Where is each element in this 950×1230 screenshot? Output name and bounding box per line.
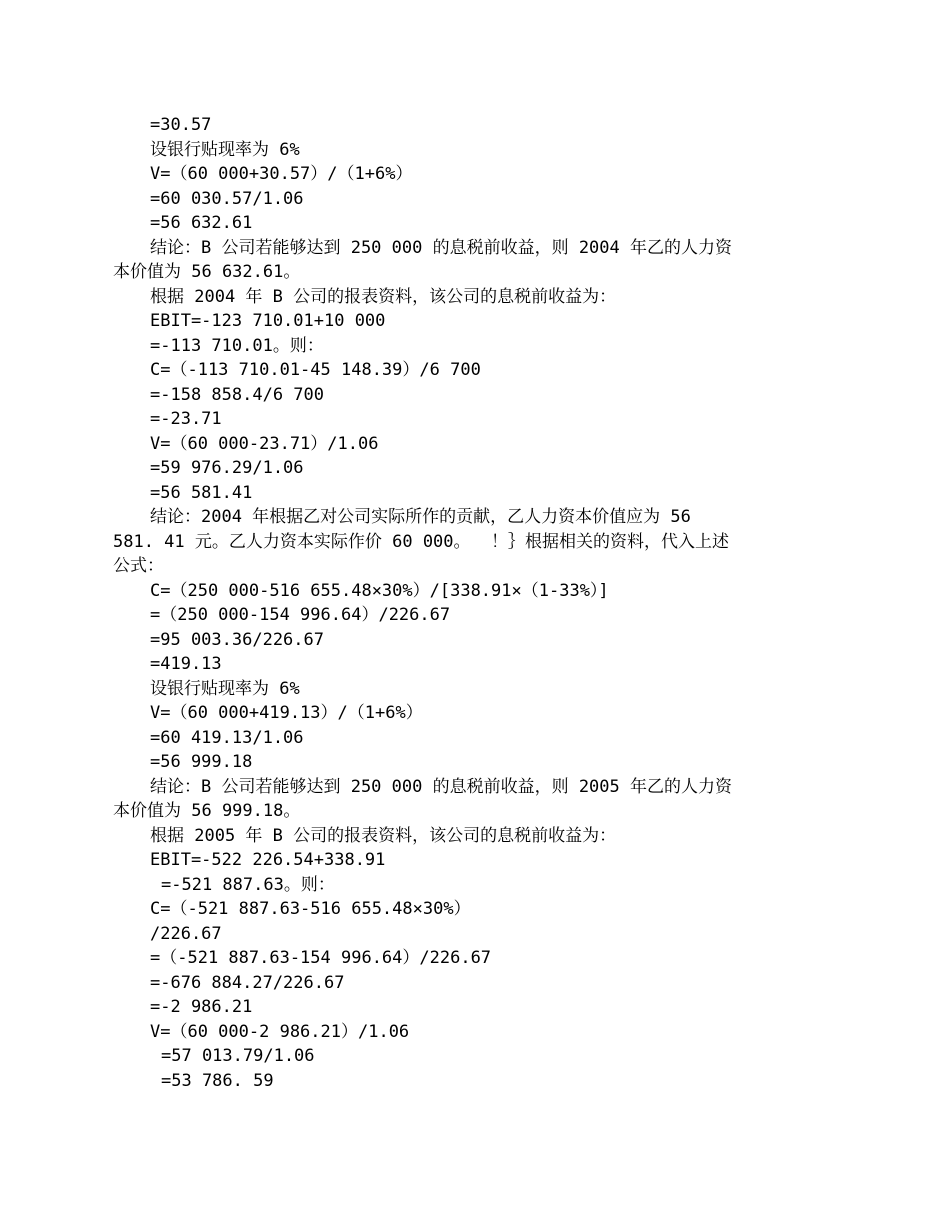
text-line: V=（60 000-23.71）/1.06 [150, 433, 379, 454]
text-line: =-158 858.4/6 700 [150, 384, 324, 405]
text-line: V=（60 000-2 986.21）/1.06 [150, 1021, 410, 1042]
text-line: =95 003.36/226.67 [150, 629, 324, 650]
text-line: 581. 41 元。乙人力资本实际作价 60 000。 ！｝根据相关的资料，代入上述 [113, 531, 729, 552]
text-line: =-521 887.63。则： [161, 874, 335, 895]
text-line: V=（60 000+30.57）/（1+6%） [150, 164, 413, 184]
text-line: =-676 884.27/226.67 [150, 972, 345, 993]
text-line: 设银行贴现率为 6% [150, 678, 300, 699]
text-line: =-113 710.01。则： [150, 335, 324, 356]
document-body [113, 113, 773, 1093]
text-line: EBIT=-522 226.54+338.91 [150, 850, 386, 870]
text-line: =53 786. 59 [161, 1070, 274, 1091]
text-line: V=（60 000+419.13）/（1+6%） [150, 703, 423, 723]
text-line: 根据 2005 年 B 公司的报表资料，该公司的息税前收益为： [150, 825, 617, 846]
text-line: 结论：B 公司若能够达到 250 000 的息税前收益，则 2004 年乙的人力资 [150, 237, 732, 258]
text-line: 结论：B 公司若能够达到 250 000 的息税前收益，则 2005 年乙的人力资 [150, 776, 732, 797]
text-line: =56 632.61 [150, 213, 253, 233]
text-line: C=（250 000-516 655.48×30%）/[338.91×（1-33%）] [150, 580, 609, 601]
text-line: =-23.71 [150, 409, 222, 429]
text-line: =60 419.13/1.06 [150, 727, 304, 748]
text-line: =30.57 [150, 115, 212, 135]
text-line: EBIT=-123 710.01+10 000 [150, 311, 386, 331]
text-line: C=（-113 710.01-45 148.39）/6 700 [150, 360, 481, 380]
text-line: 结论：2004 年根据乙对公司实际所作的贡献，乙人力资本价值应为 56 [150, 507, 691, 527]
text-line: /226.67 [150, 923, 222, 944]
text-line: 根据 2004 年 B 公司的报表资料，该公司的息税前收益为： [150, 286, 617, 307]
text-line: =-2 986.21 [150, 997, 253, 1017]
text-line: 本价值为 56 999.18。 [113, 801, 301, 821]
text-line: =57 013.79/1.06 [161, 1046, 315, 1066]
text-line: =56 581.41 [150, 482, 253, 503]
text-line: =60 030.57/1.06 [150, 188, 304, 209]
text-line: 设银行贴现率为 6% [150, 139, 300, 160]
text-line: 本价值为 56 632.61。 [113, 262, 301, 282]
text-line: =56 999.18 [150, 752, 253, 772]
text-line: =59 976.29/1.06 [150, 458, 304, 478]
text-line: =419.13 [150, 654, 222, 674]
text-line: =（250 000-154 996.64）/226.67 [150, 605, 451, 625]
text-line: =（-521 887.63-154 996.64）/226.67 [150, 948, 492, 968]
text-line: 公式： [113, 556, 164, 576]
text-line: C=（-521 887.63-516 655.48×30%） [150, 899, 471, 919]
